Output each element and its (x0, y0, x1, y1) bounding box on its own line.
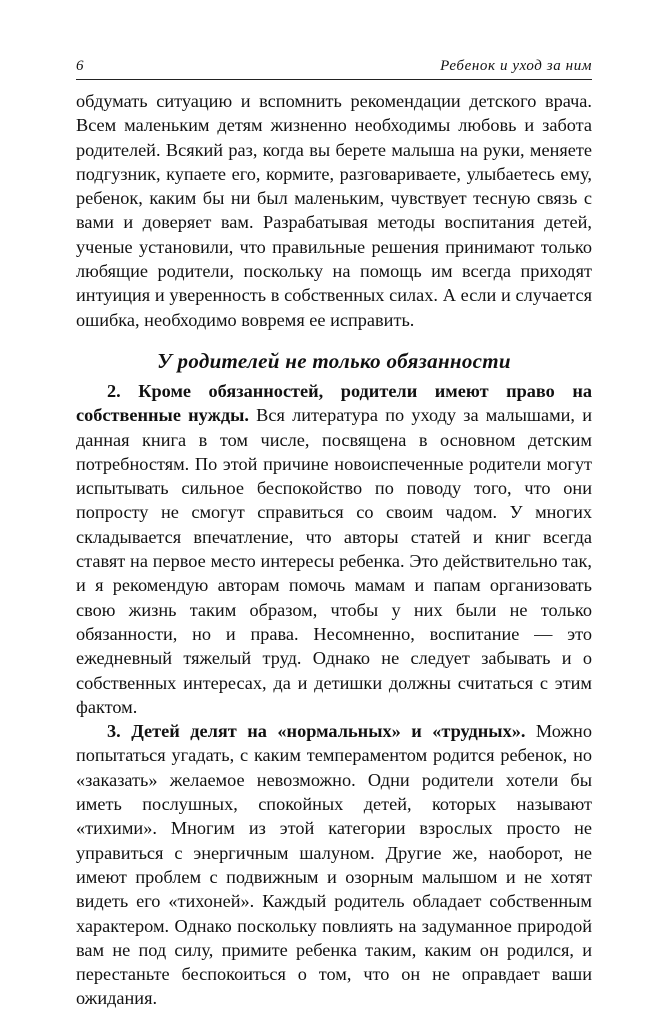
paragraph-2-lead: 2. Кроме обязанностей, родители имеют право на собственные нужды. (76, 380, 592, 426)
paragraph-2-body: Вся литература по уходу за малышами, и данная книга в том числе, посвящена в основном детским потребностям. По этой причине новоиспеченные родители могут испытывать сильное беспокойство по поводу того, что они попросту не смогут справиться со своим чадом. У многих складывается впечатление, что авторы статей и книг всегда ставят на первое место интересы ребенка. Это действительно так, и я рекомендую авторам помочь мамам и папам организовать свою жизнь таким образом, чтобы у них были не только обязанности, но и права. Несомненно, воспитание — это ежедневный тяжелый труд. Однако не следует забывать и о собственных интересах, да и детишки должны считаться с этим фактом. (76, 405, 592, 717)
intro-paragraph: обдумать ситуацию и вспомнить рекомендации детского врача. Всем маленьким детям жизненно необходимы любовь и забота родителей. Всякий раз, когда вы берете малыша на руки, меняете подгузник, купаете его, кормите, разговариваете, улыбаетесь ему, ребенок, каким бы ни был маленьким, чувствует тесную связь с вами и доверяет вам. Разрабатывая методы воспитания детей, ученые установили, что правильные решения принимают только любящие родители, поскольку на помощь им всегда приходят интуиция и уверенность в собственных силах. А если и случается ошибка, необходимо вовремя ее исправить. (76, 91, 592, 330)
page-number: 6 (76, 58, 84, 74)
section-heading: У родителей не только обязанности (157, 348, 511, 373)
page-header (76, 58, 592, 78)
paragraph-2 (76, 379, 592, 719)
paragraph-3 (76, 719, 592, 1011)
page-body (76, 89, 592, 1011)
paragraph-3-body: Можно попытаться угадать, с каким темпераментом родится ребенок, но «заказать» желаемое невозможно. Одни родители хотели бы иметь послушных, спокойных детей, которых называют «тихими». Многим из этой категории взрослых просто не управиться с энергичным шалуном. Другие же, наоборот, не имеют проблем с подвижным и озорным малышом и не хотят видеть его «тихоней». Каждый родитель обладает собственным характером. Однако поскольку повлиять на задуманное природой вам не под силу, примите ребенка таким, каким он родился, и перестаньте беспокоиться о том, что он не оправдает ваши ожидания. (76, 721, 592, 1009)
header-divider (76, 79, 592, 80)
paragraph-3-lead: 3. Детей делят на «нормальных» и «трудных». (107, 721, 526, 742)
running-title: Ребенок и уход за ним (440, 58, 592, 74)
